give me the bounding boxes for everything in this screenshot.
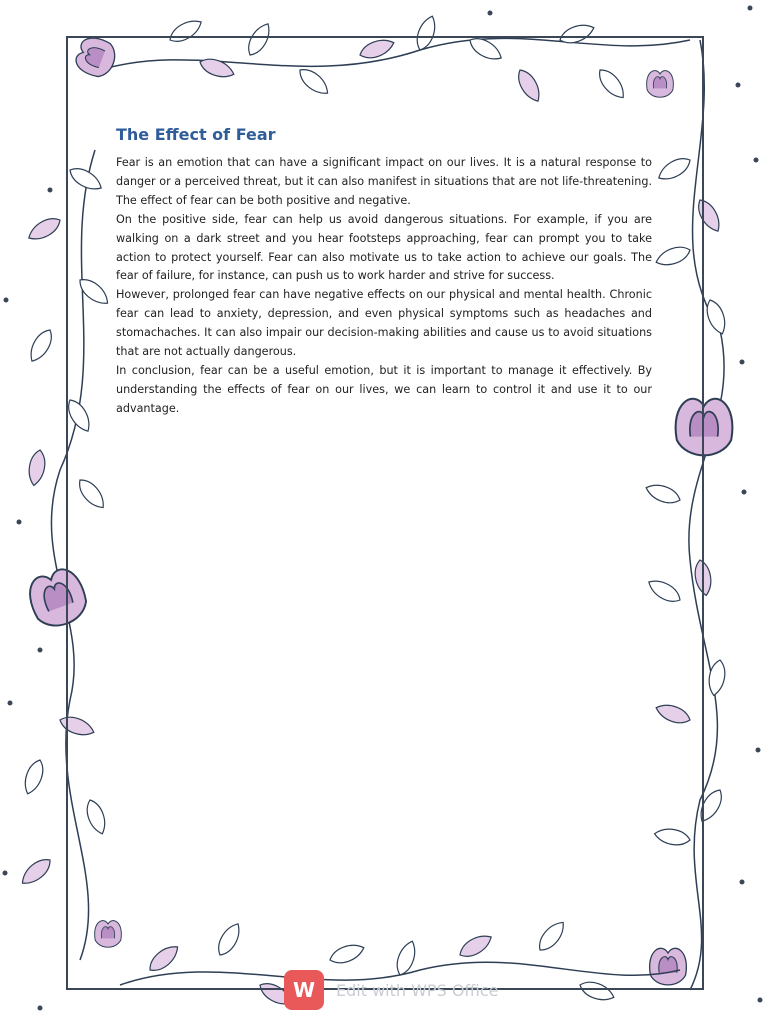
document-title: The Effect of Fear bbox=[116, 125, 276, 144]
wps-logo-icon: W bbox=[284, 970, 324, 1010]
document-body bbox=[116, 154, 652, 419]
watermark-text: Edit with WPS Office bbox=[336, 980, 499, 1000]
wps-watermark bbox=[284, 970, 499, 1010]
paragraph-negative: However, prolonged fear can have negative effects on our physical and mental health. Chronic fear can lead to anxiety, depression, and even physical symptoms such as headaches and stomachaches. It can also impair our decision-making abilities and cause us to avoid situations that are not actually dangerous. bbox=[116, 288, 652, 359]
paragraph-conclusion: In conclusion, fear can be a useful emotion, but it is important to manage it effectively. By understanding the effects of fear on our lives, we can learn to control it and use it to our advantage. bbox=[116, 363, 652, 415]
paragraph-intro: Fear is an emotion that can have a significant impact on our lives. It is a natural response to danger or a perceived threat, but it can also manifest in situations that are not life-threatening. The effect of fear can be both positive and negative. bbox=[116, 156, 652, 207]
paragraph-positive: On the positive side, fear can help us avoid dangerous situations. For example, if you are walking on a dark street and you hear footsteps approaching, fear can prompt you to take action to protect yourself. Fear can also motivate us to take action to achieve our goals. The fear of failure, for instance, can push us to work harder and strive for success. bbox=[116, 212, 652, 283]
